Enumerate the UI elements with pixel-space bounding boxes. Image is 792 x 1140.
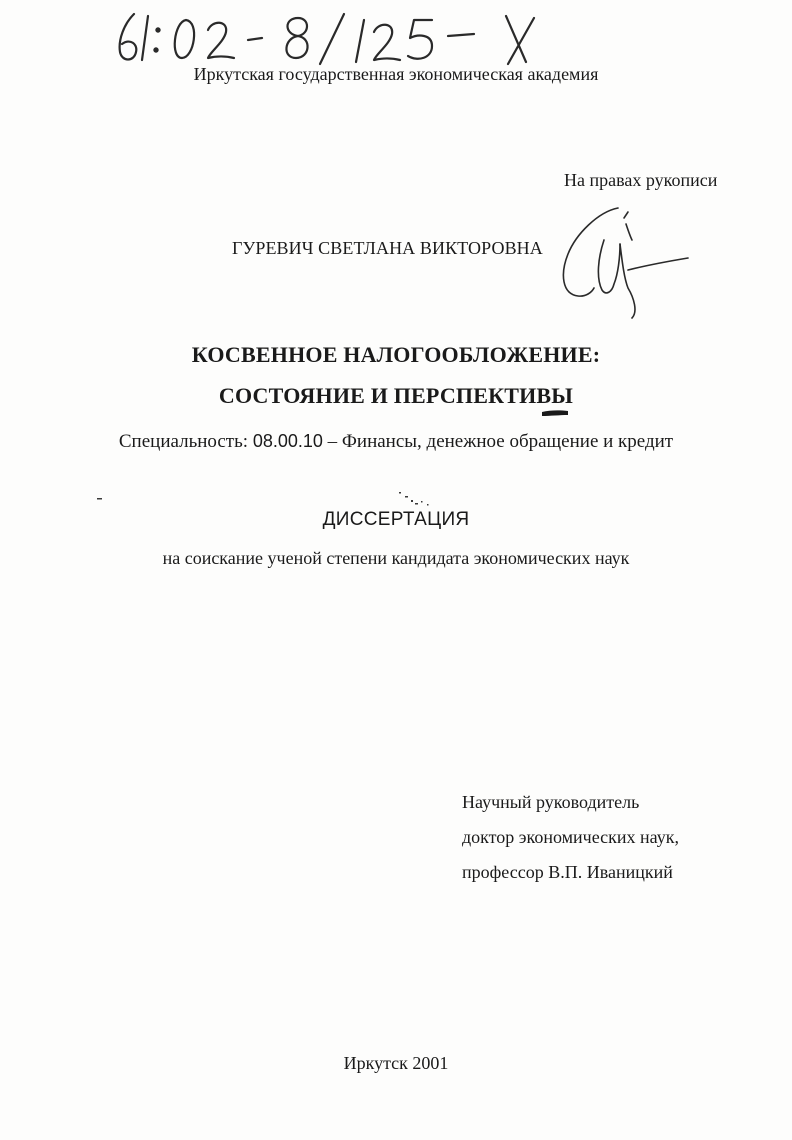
degree-purpose: на соискание ученой степени кандидата экономических наук xyxy=(162,548,630,568)
dissertation-title-line-1: КОСВЕННОЕ НАЛОГООБЛОЖЕНИЕ: xyxy=(191,342,601,367)
specialty-separator: – xyxy=(322,431,342,452)
author-name: ГУРЕВИЧ СВЕТЛАНА ВИКТОРОВНА xyxy=(232,238,543,258)
specialty-name: Финансы, денежное обращение и кредит xyxy=(341,431,674,452)
manuscript-rights-note: На правах рукописи xyxy=(564,170,718,190)
ink-mark xyxy=(540,408,570,418)
document-type: ДИССЕРТАЦИЯ xyxy=(322,509,470,530)
city-and-year: Иркутск 2001 xyxy=(343,1053,449,1073)
advisor-degree: доктор экономических наук, xyxy=(462,827,679,847)
specialty-code: 08.00.10 xyxy=(252,431,323,451)
academy-name: Иркутская государственная экономическая академия xyxy=(193,64,599,84)
advisor-role: Научный руководитель xyxy=(462,792,640,812)
author-signature xyxy=(548,200,698,325)
advisor-name: профессор В.П. Иваницкий xyxy=(462,862,673,882)
specialty-label: Специальность: xyxy=(118,431,253,452)
specialty-line xyxy=(0,431,792,453)
handwritten-registry-code xyxy=(112,6,592,70)
dissertation-title-line-2: СОСТОЯНИЕ И ПЕРСПЕКТИВЫ xyxy=(218,383,574,408)
